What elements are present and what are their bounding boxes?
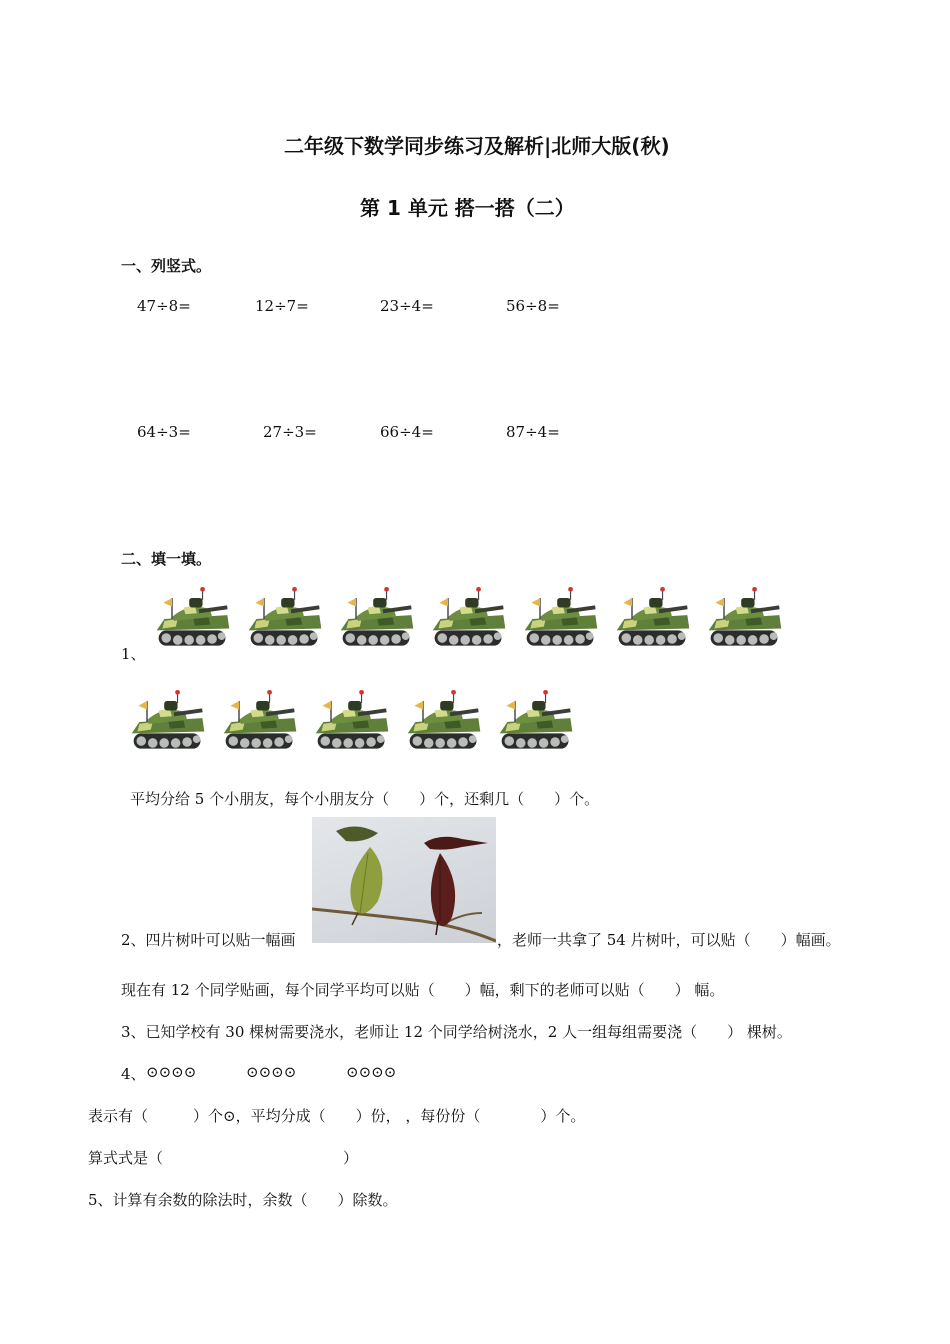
leaf-birds-picture bbox=[312, 817, 496, 943]
division-problem: 23÷4= bbox=[380, 297, 434, 315]
division-problem: 87÷4= bbox=[506, 423, 560, 441]
dot-group: ⊙⊙⊙⊙ bbox=[246, 1063, 297, 1081]
toy-tank-icon bbox=[402, 683, 486, 759]
toy-tank-icon bbox=[310, 683, 394, 759]
question-2-text-after: ，老师一共拿了 54 片树叶，可以贴（ ）幅画。 bbox=[497, 931, 841, 949]
toy-tank-icon bbox=[218, 683, 302, 759]
dot-group: ⊙⊙⊙⊙ bbox=[146, 1063, 197, 1081]
division-problem: 12÷7= bbox=[255, 297, 309, 315]
toy-tank-icon bbox=[126, 683, 210, 759]
question-4-number: 4、 bbox=[121, 1065, 146, 1083]
question-3-text: 3、已知学校有 30 棵树需要浇水，老师让 12 个同学给树浇水，2 人一组每组需要浇（ ） 棵树。 bbox=[121, 1023, 792, 1041]
division-problem: 56÷8= bbox=[506, 297, 560, 315]
document-title: 二年级下数学同步练习及解析|北师大版(秋) bbox=[284, 134, 670, 158]
dot-group: ⊙⊙⊙⊙ bbox=[346, 1063, 397, 1081]
question-4-line-2: 算式式是（ ） bbox=[88, 1149, 359, 1167]
toy-tank-icon bbox=[243, 580, 327, 656]
toy-tank-icon bbox=[611, 580, 695, 656]
division-problem: 27÷3= bbox=[263, 423, 317, 441]
question-5-text: 5、计算有余数的除法时，余数（ ）除数。 bbox=[88, 1191, 398, 1209]
toy-tank-icon bbox=[427, 580, 511, 656]
toy-tank-icon bbox=[703, 580, 787, 656]
unit-title: 第 1 单元 搭一搭（二） bbox=[360, 196, 575, 220]
division-problem: 47÷8= bbox=[137, 297, 191, 315]
toy-tank-icon bbox=[494, 683, 578, 759]
division-problem: 64÷3= bbox=[137, 423, 191, 441]
question-1-number: 1、 bbox=[121, 645, 146, 663]
question-2-text-before: 2、四片树叶可以贴一幅画 bbox=[121, 931, 296, 949]
toy-tank-icon bbox=[151, 580, 235, 656]
question-1-text: 平均分给 5 个小朋友，每个小朋友分（ ）个，还剩几（ ）个。 bbox=[130, 790, 600, 808]
division-problem: 66÷4= bbox=[380, 423, 434, 441]
section-1-heading: 一、列竖式。 bbox=[121, 257, 212, 275]
toy-tank-icon bbox=[335, 580, 419, 656]
question-4-line-1: 表示有（ ）个⊙，平均分成（ ）份， ，每份份（ ）个。 bbox=[88, 1107, 586, 1125]
toy-tank-icon bbox=[519, 580, 603, 656]
section-2-heading: 二、填一填。 bbox=[121, 550, 212, 568]
question-2-line-2: 现在有 12 个同学贴画，每个同学平均可以贴（ ）幅，剩下的老师可以贴（ ） 幅。 bbox=[121, 981, 725, 999]
